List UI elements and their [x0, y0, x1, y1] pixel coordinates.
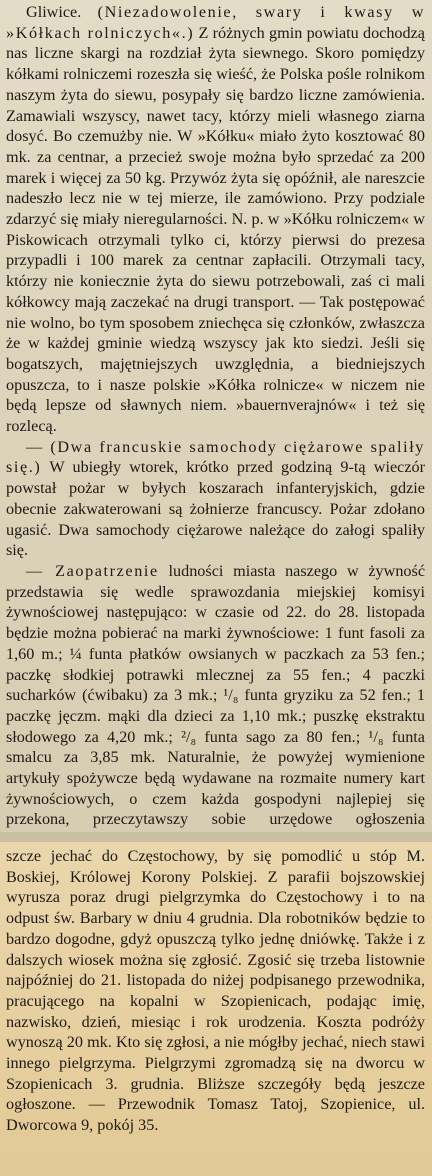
article-body: W ubiegły wtorek, krótko przed godziną 9-tą wieczór powstał pożar w byłych koszarach infanteryjskich, gdzie obecnie zakwaterowani są żołnierze francuscy. Pożar zdołano ugasić. Dwa samochody ciężarowe należące do załogi spaliły się. — [6, 458, 425, 560]
article-pilgrimage-continued: szcze jechać do Częstochowy, by się pomodlić u stóp M. Boskiej, Królowej Korony Polskiej. Z parafii bojszowskiej wyrusza poraz drugi pielgrzymka do Częstochowy i to na odpust św. Barbary w dniu 4 grudnia. Dla robotników będzie to bardzo dogodne, gdyż opuszczą tylko jednę dniówkę. Także i z dalszych wiosek można się zgłosić. Zgosić się trzeba listownie najpóźniej do 21. listopada do niżej podpisanego przewodnika, pracującego na kopalni w Szopienicach, podając imię, nazwisko, dzień, miesiąc i rok urodzenia. Koszta podróży wynoszą 20 mk. Kto się zgłosi, a nie mógłby jechać, niech stawi innego pielgrzyma. Pielgrzymi zgromadzą się na dworcu w Szopienicach 3. grudnia. Bliższe szczegóły będą jeszcze ogłoszone. — Przewodnik Tomasz Tatoj, Szopienice, ul. Dworcowa 9, pokój 35. — [6, 847, 425, 1135]
article-food-supply — [6, 561, 425, 832]
article-gliwice — [6, 2, 425, 437]
article-lead: — (Dwa francuskie samochody ciężarowe spaliły się.) — [6, 437, 425, 477]
newspaper-clipping-2 — [0, 842, 432, 1176]
article-headline: (Niezadowolenie, swary i kwasy w »Kółkach rolniczych«.) — [6, 3, 425, 42]
article-fire — [6, 437, 425, 561]
article-body: Z różnych gmin powiatu dochodzą nas liczne skargi na rozdział żyta siewnego. Skoro pomiędzy kółkami rolniczemi rozeszła się wieść, że Polska pośle rolnikom naszym żyta do siewu, posypały się bardzo liczne zamówienia. Zamawiali wszyscy, nawet tacy, którzy mieli własnego ziarna dosyć. Bo czemużby nie. W »Kółku« miało żyto kosztować 80 mk. za centnar, a przecież swoje można było sprzedać za 200 marek i więcej za 50 kg. Przywóz żyta się opóźnił, ale nareszcie nadeszło lecz nie w tej mierze, ile zamówiono. Przy podziale zdarzyć się miały nieregularności. N. p. w »Kółku rolniczem« w Piskowicach otrzymali tylko ci, którzy pierwsi do prezesa przypadli i 100 marek za centnar zapłacili. Otrzymali tacy, którzy nie koniecznie żyta do siewu potrzebowali, zaś ci mali kółkowcy mają zaczekać na drugi transport. — Tak postępować nie wolno, bo tym sposobem zniechęca się członków, zwłaszcza że w każdej gminie wiedzą wszyscy jak kto siedzi. Jeśli się bogatszych, majętniejszych uwzględnia, a biedniejszych opuszcza, to i nasze polskie »Kółka rolnicze« w niczem nie będą lepsze od sławnych niem. »bauernverajnów« i też się rozlecą. — [6, 23, 425, 436]
article-place: Gliwice. — [26, 3, 82, 21]
article-lead: — Zaopatrzenie — [26, 561, 159, 580]
clipping-separator — [0, 832, 432, 842]
article-body: ludności miasta naszego w żywność przedstawia się wedle sprawozdania miejskiej komisyi żywnościowej następująco: w czasie od 22. do 28. listopada będzie można pobierać na marki żywnościowe: 1 funt fasoli za 1,60 m.; ¼ funta płatków owsianych w paczkach za 53 fen.; paczkę słodkiej potrawki mlecznej za 55 fen.; 4 paczki sucharków (ćwibaku) za 3 mk.; ¹/₈ funta gryziku za 52 fen.; 1 paczkę jęczm. mąki dla dzieci za 1,10 mk.; puszkę ekstraktu słodowego za 4,20 mk.; ²/₈ funta sago za 80 fen.; ¹/₈ funta smalcu za 3,85 mk. Naturalnie, że powyżej wymienione artykuły spożywcze będą wydawane na rozmaite numery kart żywnościowych, o czem każda gospodyni najlepiej się przekona, przeczytawszy sobie urzędowe ogłoszenia — [6, 561, 426, 829]
